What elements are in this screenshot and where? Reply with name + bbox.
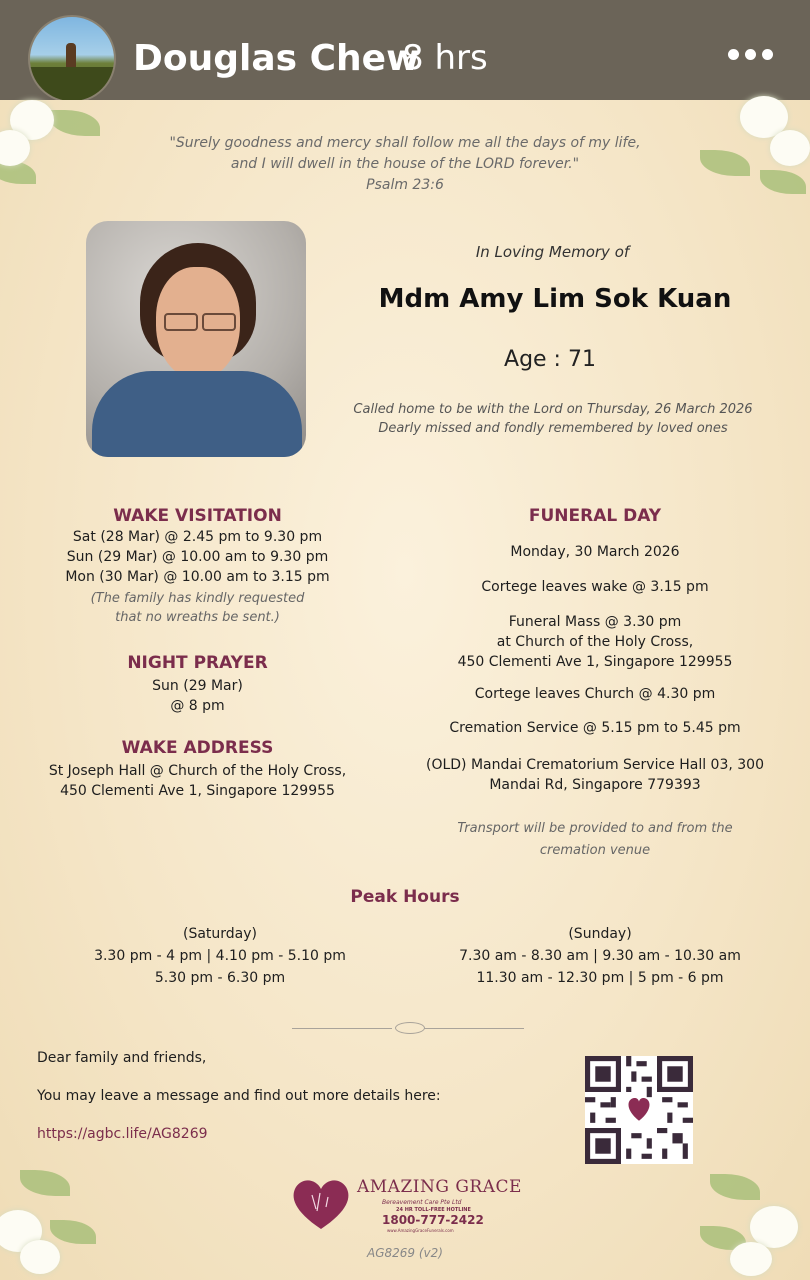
crematorium-line: (OLD) Mandai Crematorium Service Hall 03, 300 [426, 757, 764, 773]
poster-name[interactable]: Douglas Chew [133, 38, 420, 79]
funeral-mass [420, 612, 770, 672]
night-prayer-time [40, 676, 355, 716]
wake-address-text [20, 761, 375, 801]
post-time: 8 hrs [402, 38, 488, 78]
amazing-grace-name: AMAZING GRACE [357, 1177, 522, 1197]
peak-hours-heading: Peak Hours [350, 887, 460, 907]
hotline-label: 24 HR TOLL-FREE HOTLINE [396, 1207, 471, 1213]
flower-icon [0, 90, 100, 210]
note-line: (The family has kindly requested [90, 591, 305, 606]
wake-address-line: 450 Clementi Ave 1, Singapore 129955 [60, 783, 335, 799]
age-label: Age : 71 [504, 347, 596, 372]
flower-icon [700, 90, 810, 210]
peak-time-line: 7.30 am - 8.30 am | 9.30 am - 10.30 am [459, 948, 741, 964]
transport-note [410, 818, 780, 862]
ornamental-divider [292, 1027, 524, 1031]
wake-time: Sun (29 Mar) @ 10.00 am to 9.30 pm [66, 549, 329, 565]
avatar-figure [66, 43, 76, 67]
peak-day-label: (Saturday) [182, 926, 257, 942]
dear-family-text: Dear family and friends, [37, 1050, 207, 1066]
funeral-day-heading: FUNERAL DAY [528, 506, 662, 526]
crematorium-address [400, 755, 790, 795]
no-wreaths-note [40, 589, 355, 627]
wake-time: Mon (30 Mar) @ 10.00 am to 3.15 pm [65, 569, 330, 585]
peak-time-line: 3.30 pm - 4 pm | 4.10 pm - 5.10 pm [94, 948, 346, 964]
deceased-name: Mdm Amy Lim Sok Kuan [378, 284, 732, 314]
called-home-line: Called home to be with the Lord on Thursday, 26 March 2026 [353, 402, 753, 417]
cortege-leaves-wake: Cortege leaves wake @ 3.15 pm [481, 579, 709, 595]
memorial-link[interactable]: https://agbc.life/AG8269 [37, 1126, 208, 1142]
transport-line: cremation venue [539, 843, 651, 858]
leave-message-text: You may leave a message and find out more details here: [37, 1088, 441, 1104]
peak-time-line: 5.30 pm - 6.30 pm [154, 970, 286, 986]
night-prayer-heading: NIGHT PRAYER [127, 653, 268, 673]
qr-code-icon[interactable] [585, 1056, 693, 1164]
wake-address-heading: WAKE ADDRESS [121, 738, 274, 758]
peak-day-label: (Sunday) [568, 926, 632, 942]
story-header [0, 0, 810, 100]
wake-address-line: St Joseph Hall @ Church of the Holy Cross, [48, 763, 347, 779]
peak-time-line: 11.30 am - 12.30 pm | 5 pm - 6 pm [476, 970, 724, 986]
night-prayer-line: Sun (29 Mar) [152, 678, 243, 694]
wake-time: Sat (28 Mar) @ 2.45 pm to 9.30 pm [72, 529, 323, 545]
peak-hours-saturday [50, 923, 390, 989]
hotline-phone[interactable]: 1800-777-2422 [382, 1213, 484, 1227]
memorial-card [0, 100, 810, 1280]
flower-icon [700, 1160, 810, 1280]
flower-icon [0, 1160, 100, 1280]
called-home-text [318, 400, 788, 438]
wake-visitation-heading: WAKE VISITATION [113, 506, 282, 526]
cortege-leaves-church: Cortege leaves Church @ 4.30 pm [474, 686, 716, 702]
psalm-line: and I will dwell in the house of the LORD forever." [230, 156, 580, 172]
crematorium-line: Mandai Rd, Singapore 779393 [489, 777, 701, 793]
funeral-date: Monday, 30 March 2026 [510, 544, 680, 560]
dearly-missed-line: Dearly missed and fondly remembered by loved ones [378, 421, 728, 436]
cremation-service: Cremation Service @ 5.15 pm to 5.45 pm [449, 720, 741, 736]
psalm-reference: Psalm 23:6 [366, 177, 444, 193]
amazing-grace-heart-logo-icon [290, 1177, 352, 1231]
in-loving-memory: In Loving Memory of [475, 243, 630, 261]
transport-line: Transport will be provided to and from the [457, 821, 733, 836]
funeral-mass-line: 450 Clementi Ave 1, Singapore 129955 [457, 654, 733, 670]
note-line: that no wreaths be sent.) [115, 610, 280, 625]
reference-code: AG8269 (v2) [367, 1246, 443, 1260]
funeral-mass-line: Funeral Mass @ 3.30 pm [508, 614, 682, 630]
funeral-mass-line: at Church of the Holy Cross, [496, 634, 694, 650]
wake-visitation-times [30, 527, 365, 587]
amazing-grace-website: www.AmazingGraceFunerals.com [387, 1228, 454, 1233]
psalm-quote [110, 133, 700, 196]
peak-hours-sunday [415, 923, 785, 989]
portrait-photo [86, 221, 306, 457]
amazing-grace-subtitle: Bereavement Care Pte Ltd [382, 1199, 462, 1206]
night-prayer-line: @ 8 pm [170, 698, 225, 714]
psalm-line: "Surely goodness and mercy shall follow me all the days of my life, [169, 135, 641, 151]
more-horizontal-icon[interactable] [728, 44, 780, 64]
